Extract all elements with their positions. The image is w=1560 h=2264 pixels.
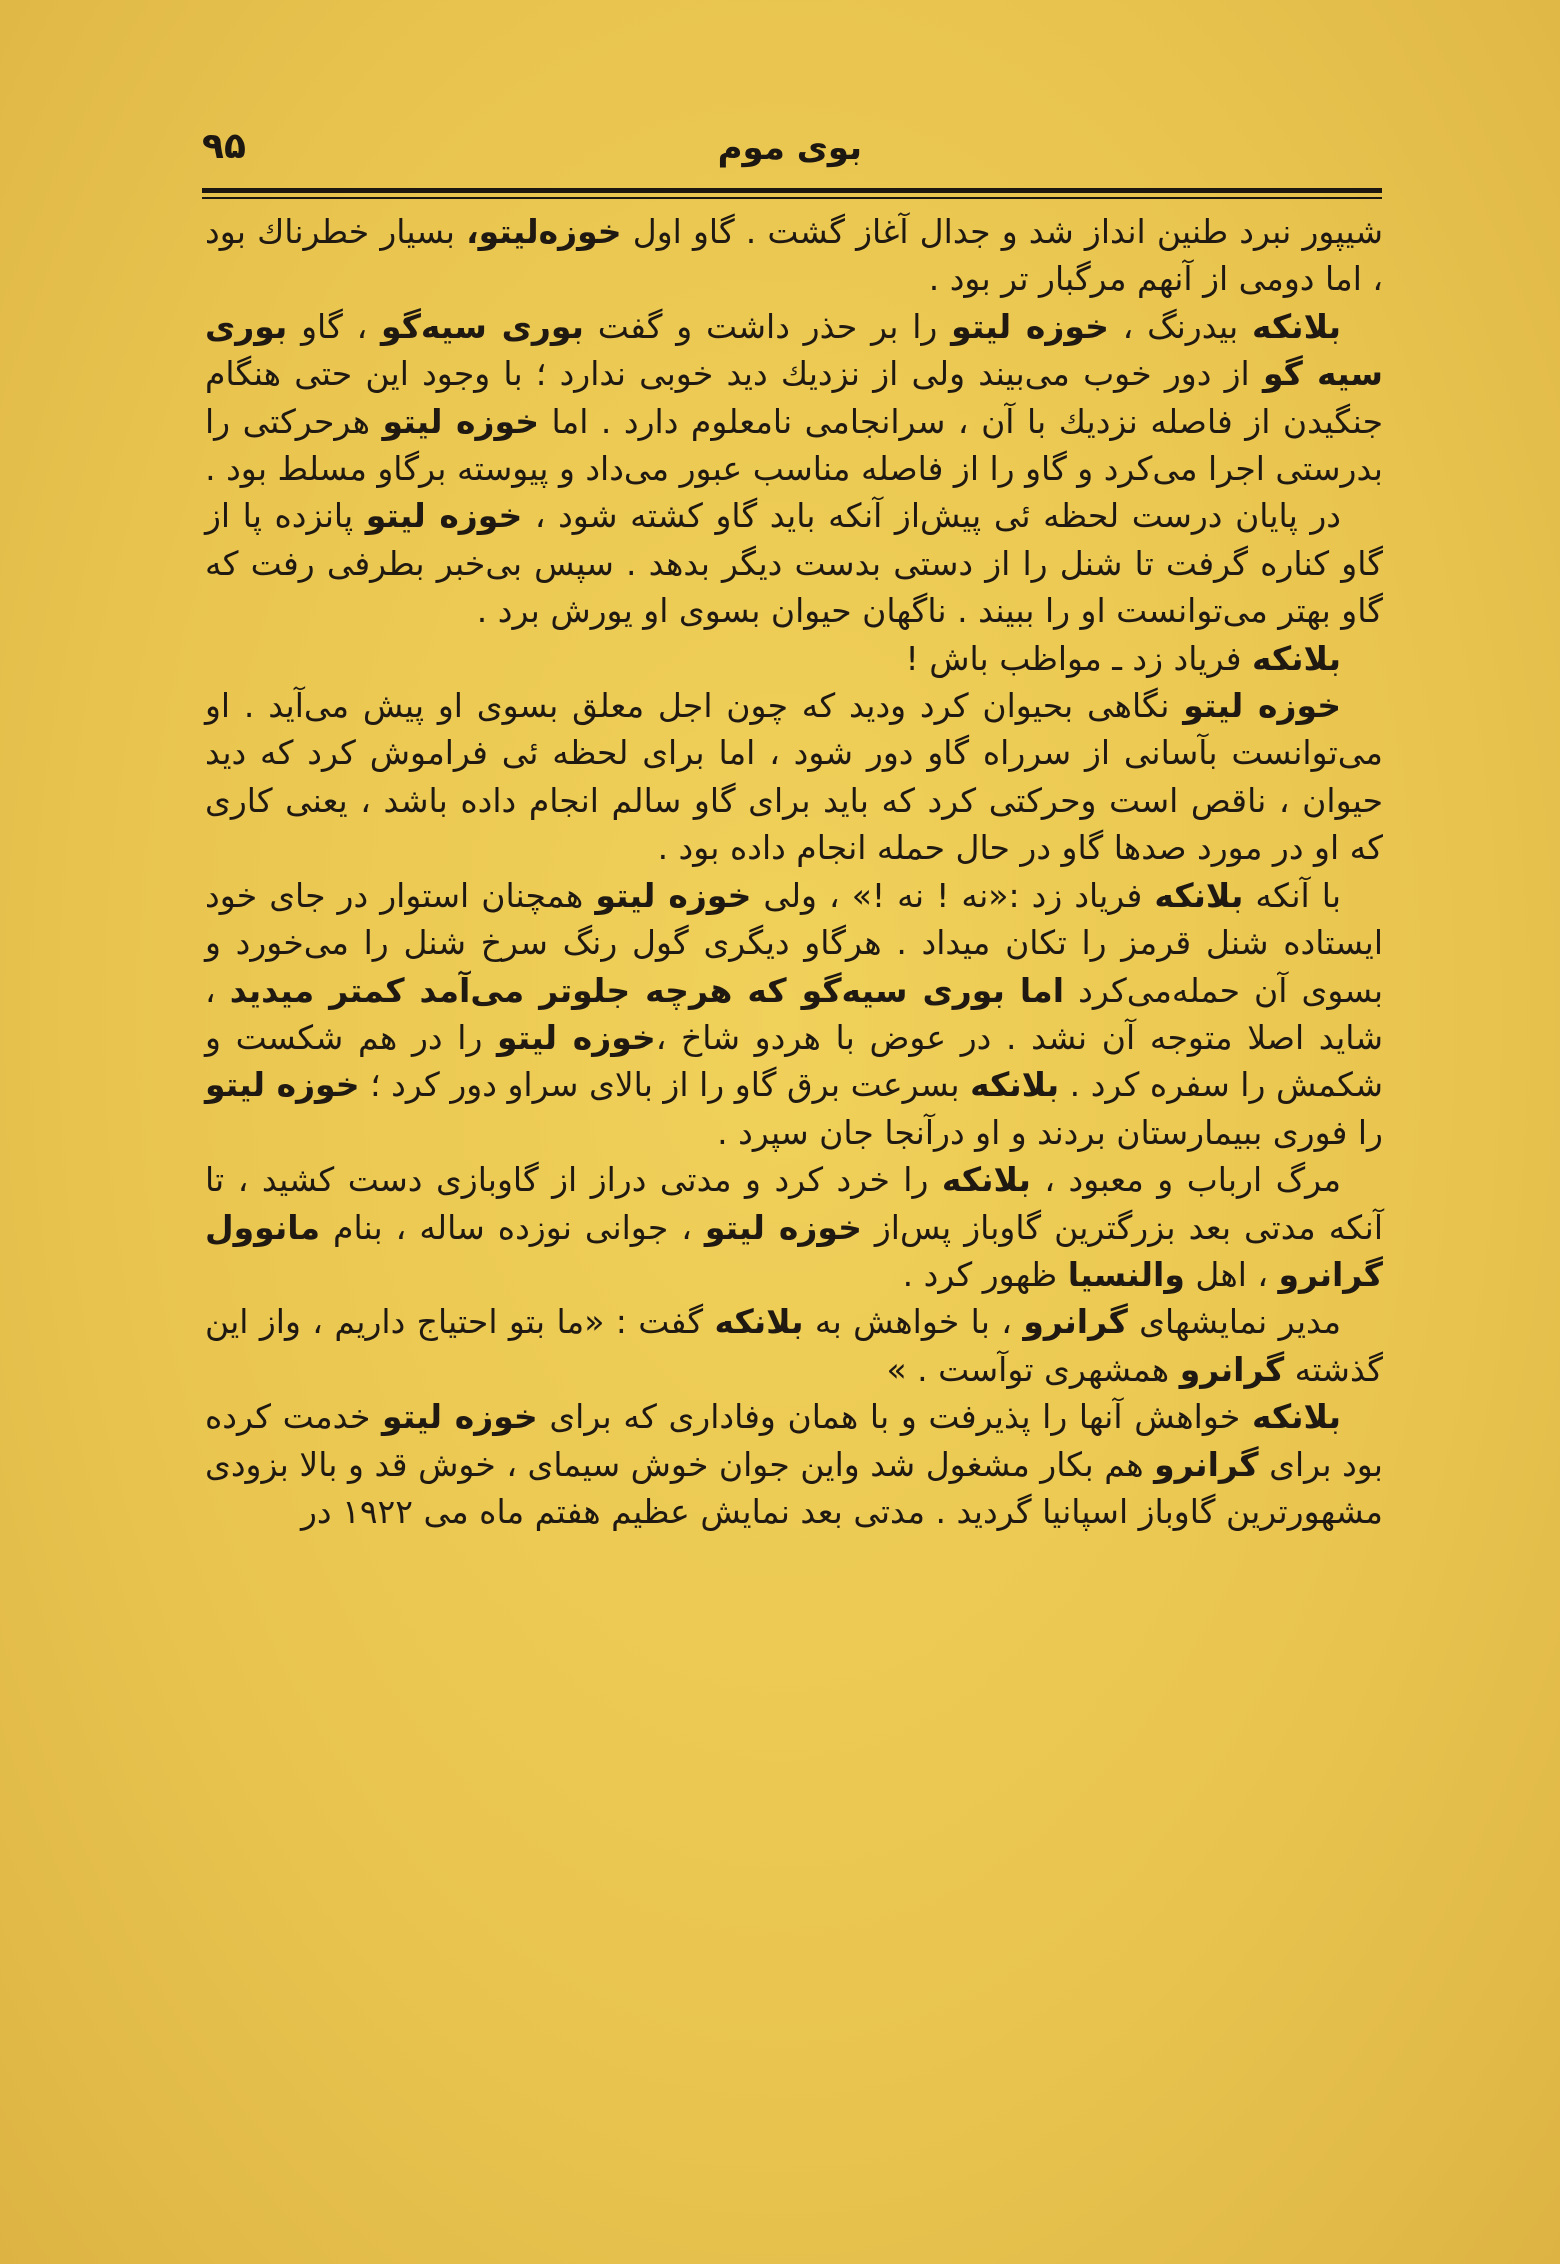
text-run: ظهور کرد . [902, 1254, 1068, 1294]
bold-name: بلانکه [970, 1065, 1060, 1105]
text-run: هم بکار مشغول شد واین جوان خوش سیمای ، خوش قد و بالا بزودی مشهورترین گاوباز اسپانیا گردید . مدتی بعد نمایش عظیم هفتم ماه می ۱۹۲۲ در [205, 1444, 1383, 1531]
header-rule-thick [202, 188, 1382, 193]
bold-name: خوزه‌لیتو، [466, 212, 622, 251]
paragraph [205, 492, 1383, 634]
paragraph [205, 303, 1383, 493]
text-run: همچنان استوار در جای خود ایستاده شنل قرمز را تکان میداد . هرگاو دیگری گول رنگ سرخ شنل را می‌خورد و بسوی آن حمله‌می‌کرد [205, 875, 1384, 1010]
text-run: از دور خوب می‌بیند ولی از نزدیك دید خوبی ندارد ؛ با وجود این حتی هنگام جنگیدن از فاصله نزدیك با آن ، سرانجامی نامعلوم دارد . اما [205, 354, 1383, 441]
bold-name: مانوول گرانرو [205, 1207, 1383, 1294]
text-run: بسرعت برق گاو را از بالای سراو دور کرد ؛ [359, 1065, 971, 1105]
bold-name: خوزه لیتو [595, 875, 752, 915]
bold-name: خوزه لیتو [205, 1065, 360, 1105]
bold-name: خوزه لیتو [382, 1397, 538, 1437]
bold-name: بلانکه [714, 1302, 804, 1342]
text-run: بسیار خطرناك بود ، اما دومی از آنهم مرگبار تر بود . [205, 212, 1383, 299]
bold-name: بوری سیه‌گو [381, 306, 584, 346]
text-run: شیپور نبرد طنین انداز شد و جدال آغاز گشت . گاو اول [621, 212, 1383, 251]
text-run: ، جوانی نوزده ساله ، بنام [320, 1207, 705, 1247]
bold-name: خوزه لیتو [1183, 686, 1341, 726]
paragraph [205, 1156, 1383, 1298]
bold-name: خوزه لیتو [365, 496, 523, 536]
bold-name: اما بوری سیه‌گو که هرچه جلوتر می‌آمد کمتر میدید [229, 970, 1065, 1010]
paragraph [205, 208, 1383, 303]
text-run: ، گاو [287, 306, 381, 346]
header-rule-thin [202, 197, 1382, 199]
bold-name: بلانکه [941, 1160, 1031, 1200]
paragraph [205, 872, 1383, 1156]
page-number: ۹۵ [202, 126, 246, 167]
text-run: در پایان درست لحظه ئی پیش‌از آنکه باید گاو کشته شود ، [522, 496, 1341, 536]
bold-name: بلانکه [1251, 1397, 1341, 1437]
text-run: را فوری ببیمارستان بردند و او درآنجا جان سپرد . [717, 1112, 1383, 1152]
bold-name: گرانرو [1154, 1444, 1259, 1484]
text-run: ، اهل [1184, 1254, 1279, 1294]
bold-name: خوزه لیتو [497, 1017, 656, 1057]
text-run: را در هم شکست و شکمش را سفره کرد . [205, 1017, 1384, 1105]
body-text [205, 208, 1383, 2218]
paragraph [205, 635, 1383, 682]
bold-name: بلانکه [1251, 638, 1341, 678]
paragraph [205, 1298, 1383, 1393]
text-run: فریاد زد :«نه ! نه !» ، ولی [751, 875, 1155, 915]
text-run: فریاد زد ـ مواظب باش ! [905, 638, 1252, 678]
text-run: پانزده پا از گاو کناره گرفت تا شنل را از دستی بدست دیگر بدهد . سپس بی‌خبر بطرفی رفت که گاو بهتر می‌توانست او را ببیند . ناگهان حیوان بسوی او یورش برد . [205, 496, 1383, 631]
bold-name: خوزه لیتو [382, 401, 539, 441]
paragraph [205, 1393, 1383, 1535]
text-run: همشهری توآست . » [886, 1349, 1180, 1389]
text-run: ، با خواهش به [803, 1302, 1024, 1342]
bold-name: بوری سیه گو [205, 306, 1383, 394]
bold-name: والنسیا [1067, 1254, 1185, 1294]
text-run: بیدرنگ ، [1108, 306, 1252, 346]
bold-name: بلانکه [1251, 306, 1342, 346]
bold-name: گرانرو [1023, 1302, 1128, 1342]
bold-name: گرانرو [1179, 1349, 1285, 1389]
text-run: را خرد کرد و مدتی دراز از گاوبازی دست کشید ، تا آنکه مدتی بعد بزرگترین گاوباز پس‌از [205, 1160, 1383, 1247]
paragraph [205, 682, 1383, 872]
text-run: گفت : «ما بتو احتیاج داریم ، واز این گذشته [205, 1302, 1383, 1389]
text-run: را بر حذر داشت و گفت [583, 306, 952, 346]
text-run: خواهش آنها را پذیرفت و با همان وفاداری که برای [537, 1397, 1252, 1437]
bold-name: خوزه لیتو [704, 1207, 862, 1247]
text-run: مرگ ارباب و معبود ، [1030, 1160, 1341, 1200]
text-run: مدیر نمایشهای [1127, 1302, 1341, 1342]
text-run: نگاهی بحیوان کرد ودید که چون اجل معلق بسوی او پیش می‌آید . او می‌توانست بآسانی از سرراه گاو دور شود ، اما برای لحظه ئی فراموش کرد که دید حیوان ، ناقص است وحرکتی کرد که باید برای گاو سالم انجام داده باشد ، یعنی کاری که او در مورد صدها گاو در حال حمله انجام داده بود . [205, 686, 1383, 868]
bold-name: خوزه لیتو [951, 306, 1109, 346]
text-run: ، شاید اصلا متوجه آن نشد . در عوض با هردو شاخ ، [205, 970, 1384, 1057]
bold-name: بلانکه [1154, 875, 1244, 915]
text-run: هرحرکتی را بدرستی اجرا می‌کرد و گاو را از فاصله مناسب عبور می‌داد و پیوسته برگاو مسلط بود . [205, 401, 1383, 489]
running-title: بوی موم [717, 128, 862, 168]
page-header [202, 120, 1382, 180]
text-run: با آنکه [1243, 875, 1342, 915]
text-run: خدمت کرده بود برای [205, 1397, 1383, 1484]
